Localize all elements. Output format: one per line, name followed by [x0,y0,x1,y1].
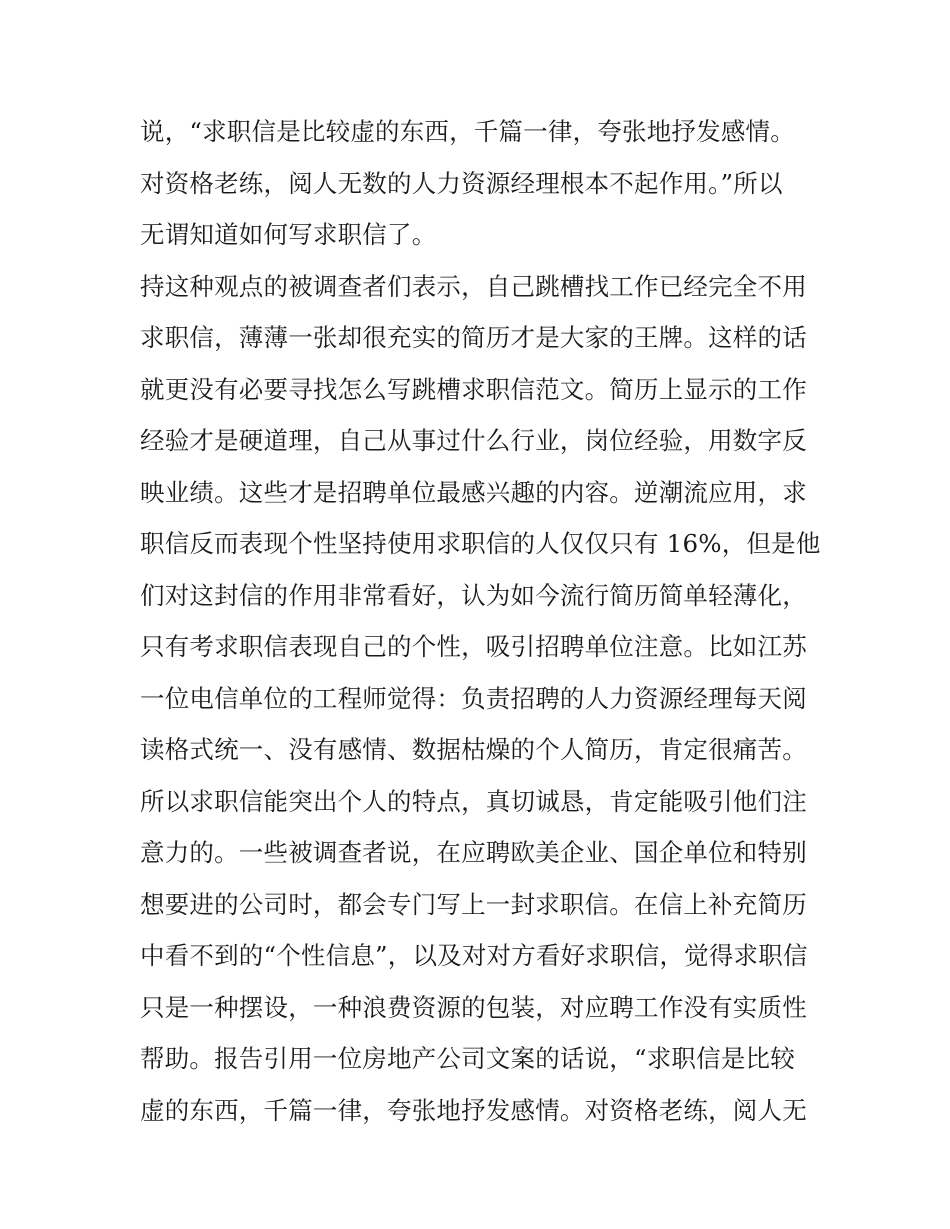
text-line: 意力的。一些被调查者说，在应聘欧美企业、国企单位和特别 [140,838,807,867]
text-line: 一位电信单位的工程师觉得：负责招聘的人力资源经理每天阅 [140,683,807,713]
text-line: 帮助。报告引用一位房地产公司文案的话说，“求职信是比较 [140,1044,795,1073]
text-line: 求职信，薄薄一张却很充实的简历才是大家的王牌。这样的话 [140,323,807,352]
text-line: 就更没有必要寻找怎么写跳槽求职信范文。简历上显示的工作 [140,374,807,404]
text-line: 说，“求职信是比较虚的东西，千篇一律，夸张地抒发感情。 [140,117,795,146]
text-line: 只是一种摆设，一种浪费资源的包装，对应聘工作没有实质性 [140,992,807,1022]
text-line: 读格式统一、没有感情、数据枯燥的个人简历，肯定很痛苦。 [140,735,807,764]
text-line: 映业绩。这些才是招聘单位最感兴趣的内容。逆潮流应用，求 [140,477,807,507]
text-line: 经验才是硬道理，自己从事过什么行业，岗位经验，用数字反 [140,426,807,455]
text-line: 所以求职信能突出个人的特点，真切诚恳，肯定能吸引他们注 [140,786,807,816]
text-line: 虚的东西，千篇一律，夸张地抒发感情。对资格老练，阅人无 [140,1095,807,1125]
text-line: 对资格老练，阅人无数的人力资源经理根本不起作用。”所以 [140,168,783,198]
body-text [140,106,820,1136]
text-line: 想要进的公司时，都会专门写上一封求职信。在信上补充简历 [140,889,807,919]
text-line: 无谓知道如何写求职信了。 [140,220,437,249]
text-line: 只有考求职信表现自己的个性，吸引招聘单位注意。比如江苏 [140,632,807,661]
text-line: 持这种观点的被调查者们表示，自己跳槽找工作已经完全不用 [140,271,807,301]
text-line: 职信反而表现个性坚持使用求职信的人仅仅只有 16%，但是他 [140,529,821,558]
text-line: 中看不到的“个性信息”，以及对对方看好求职信，觉得求职信 [140,941,808,970]
text-line: 们对这封信的作用非常看好，认为如今流行简历简单轻薄化， [140,580,807,610]
